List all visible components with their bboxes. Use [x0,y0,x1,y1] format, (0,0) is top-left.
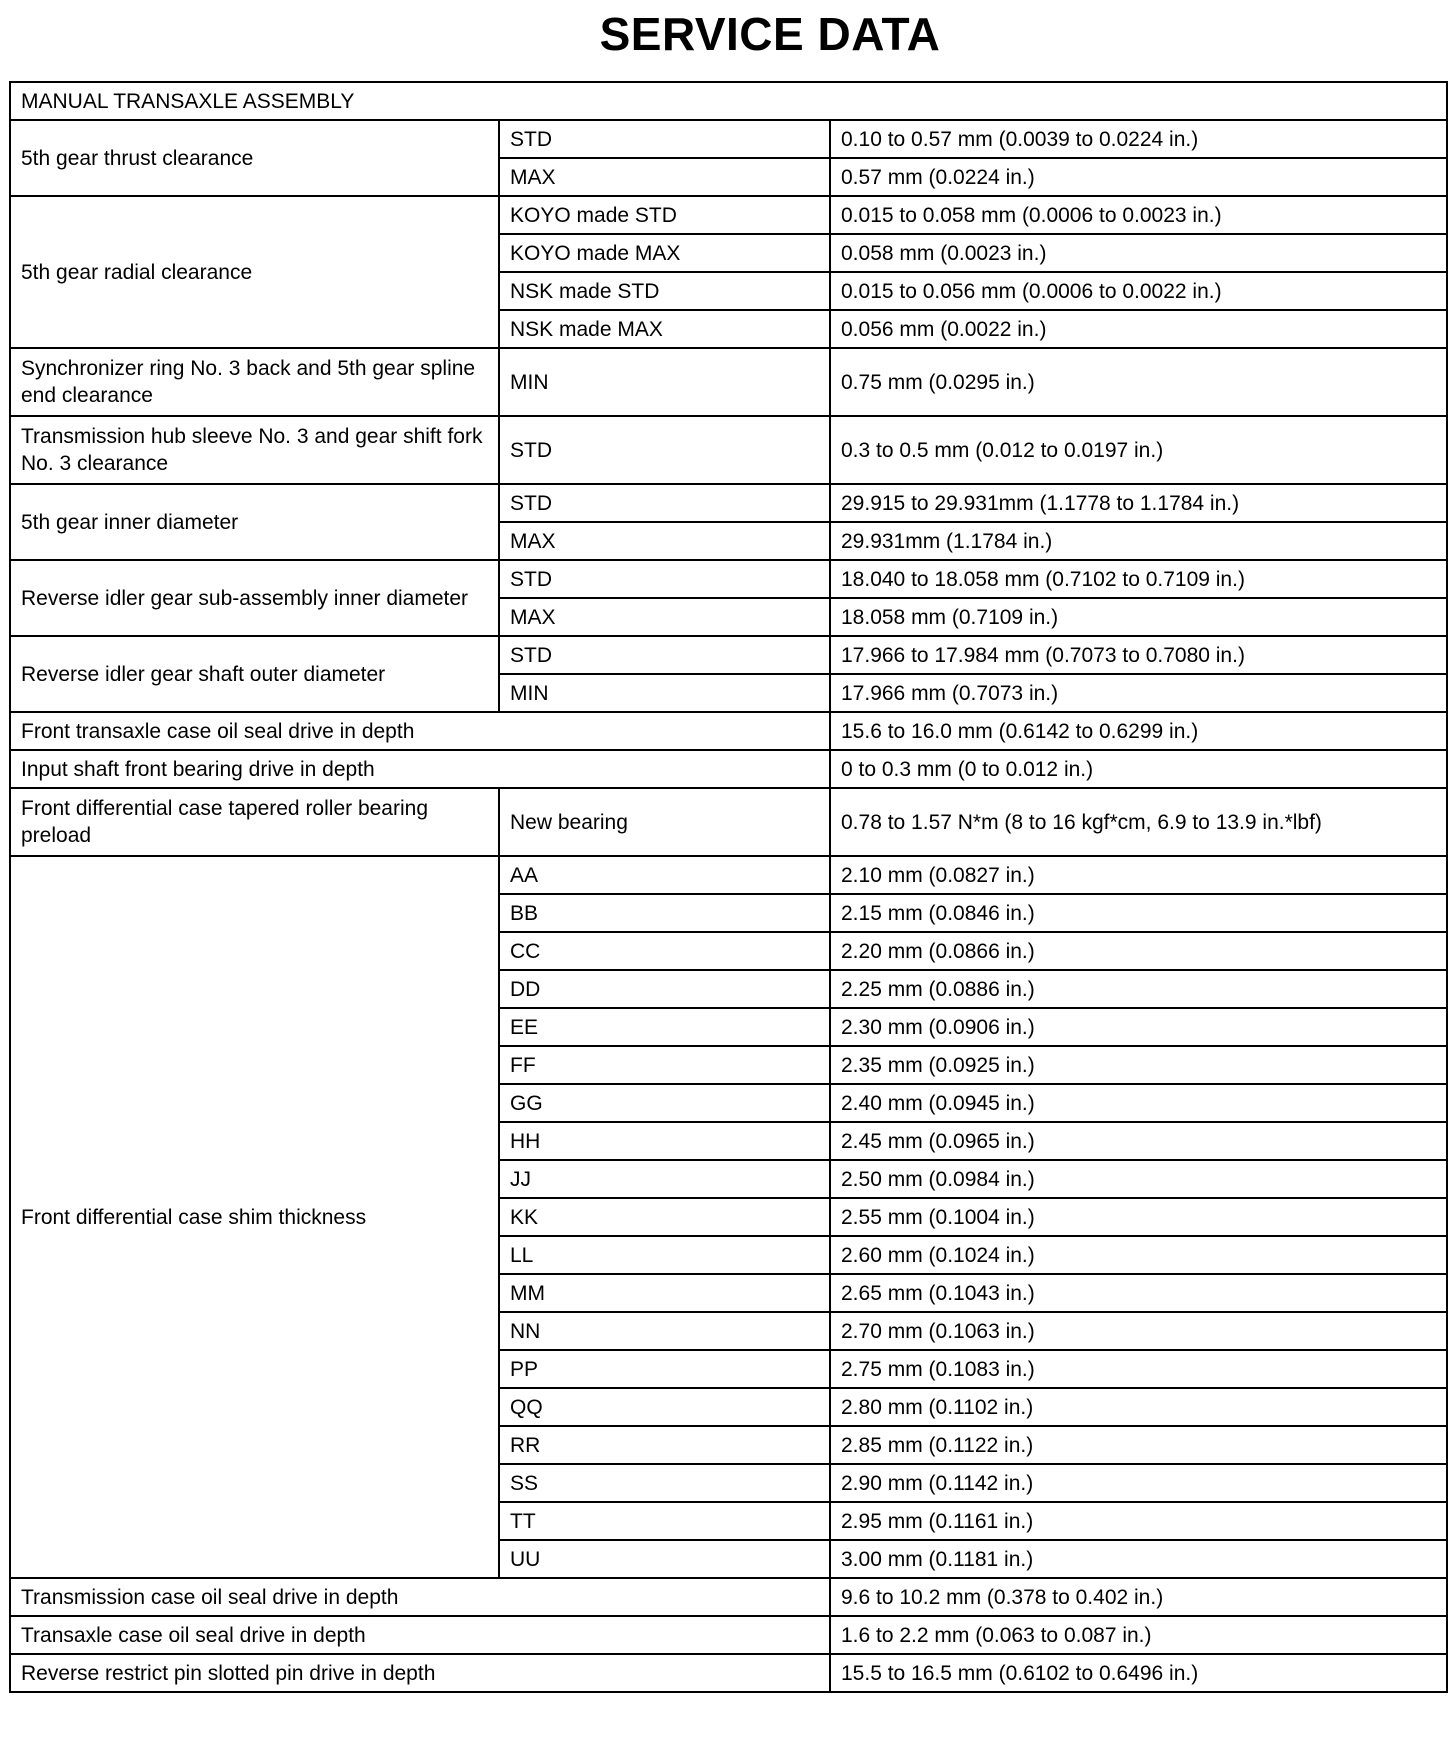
value-cell: 2.40 mm (0.0945 in.) [830,1084,1447,1122]
table-row [10,856,1447,894]
page-title: SERVICE DATA [599,8,941,60]
value-cell: 2.50 mm (0.0984 in.) [830,1160,1447,1198]
item-cell: Transaxle case oil seal drive in depth [10,1616,830,1654]
value-cell: 0.015 to 0.058 mm (0.0006 to 0.0023 in.) [830,196,1447,234]
condition-cell: KK [499,1198,830,1236]
value-cell: 0.3 to 0.5 mm (0.012 to 0.0197 in.) [830,416,1447,484]
condition-cell: NSK made MAX [499,310,830,348]
value-cell: 17.966 to 17.984 mm (0.7073 to 0.7080 in.) [830,636,1447,674]
value-cell: 2.85 mm (0.1122 in.) [830,1426,1447,1464]
condition-cell: RR [499,1426,830,1464]
value-cell: 2.45 mm (0.0965 in.) [830,1122,1447,1160]
value-cell: 9.6 to 10.2 mm (0.378 to 0.402 in.) [830,1578,1447,1616]
condition-cell: New bearing [499,788,830,856]
condition-cell: KOYO made MAX [499,234,830,272]
item-cell: Front transaxle case oil seal drive in depth [10,712,830,750]
item-cell: Reverse idler gear shaft outer diameter [10,636,499,712]
value-cell: 2.70 mm (0.1063 in.) [830,1312,1447,1350]
value-cell: 29.915 to 29.931mm (1.1778 to 1.1784 in.) [830,484,1447,522]
item-cell: Front differential case shim thickness [10,856,499,1578]
condition-cell: TT [499,1502,830,1540]
value-cell: 0.015 to 0.056 mm (0.0006 to 0.0022 in.) [830,272,1447,310]
condition-cell: DD [499,970,830,1008]
condition-cell: MAX [499,522,830,560]
condition-cell: HH [499,1122,830,1160]
value-cell: 2.90 mm (0.1142 in.) [830,1464,1447,1502]
condition-cell: MAX [499,598,830,636]
condition-cell: STD [499,416,830,484]
value-cell: 2.35 mm (0.0925 in.) [830,1046,1447,1084]
value-cell: 2.80 mm (0.1102 in.) [830,1388,1447,1426]
value-cell: 2.30 mm (0.0906 in.) [830,1008,1447,1046]
service-data-table-body [10,82,1447,1692]
value-cell: 2.60 mm (0.1024 in.) [830,1236,1447,1274]
value-cell: 2.95 mm (0.1161 in.) [830,1502,1447,1540]
value-cell: 29.931mm (1.1784 in.) [830,522,1447,560]
table-row [10,348,1447,416]
section-header: MANUAL TRANSAXLE ASSEMBLY [10,82,1447,120]
condition-cell: MIN [499,348,830,416]
table-row [10,750,1447,788]
condition-cell: MAX [499,158,830,196]
table-row [10,712,1447,750]
table-row [10,1654,1447,1692]
value-cell: 0.57 mm (0.0224 in.) [830,158,1447,196]
condition-cell: CC [499,932,830,970]
value-cell: 1.6 to 2.2 mm (0.063 to 0.087 in.) [830,1616,1447,1654]
item-cell: Front differential case tapered roller bearing preload [10,788,499,856]
condition-cell: GG [499,1084,830,1122]
value-cell: 2.55 mm (0.1004 in.) [830,1198,1447,1236]
condition-cell: FF [499,1046,830,1084]
item-cell: 5th gear radial clearance [10,196,499,348]
condition-cell: JJ [499,1160,830,1198]
condition-cell: NN [499,1312,830,1350]
condition-cell: PP [499,1350,830,1388]
item-cell: Transmission case oil seal drive in depth [10,1578,830,1616]
value-cell: 0.78 to 1.57 N*m (8 to 16 kgf*cm, 6.9 to 13.9 in.*lbf) [830,788,1447,856]
value-cell: 18.058 mm (0.7109 in.) [830,598,1447,636]
section-header-row [10,82,1447,120]
condition-cell: QQ [499,1388,830,1426]
item-cell: 5th gear inner diameter [10,484,499,560]
item-cell: Input shaft front bearing drive in depth [10,750,830,788]
value-cell: 0 to 0.3 mm (0 to 0.012 in.) [830,750,1447,788]
value-cell: 2.20 mm (0.0866 in.) [830,932,1447,970]
condition-cell: SS [499,1464,830,1502]
service-data-table [9,81,1448,1693]
value-cell: 0.056 mm (0.0022 in.) [830,310,1447,348]
table-row [10,788,1447,856]
value-cell: 3.00 mm (0.1181 in.) [830,1540,1447,1578]
table-row [10,1578,1447,1616]
value-cell: 15.5 to 16.5 mm (0.6102 to 0.6496 in.) [830,1654,1447,1692]
condition-cell: EE [499,1008,830,1046]
condition-cell: STD [499,120,830,158]
table-row [10,560,1447,598]
value-cell: 17.966 mm (0.7073 in.) [830,674,1447,712]
value-cell: 2.75 mm (0.1083 in.) [830,1350,1447,1388]
table-row [10,416,1447,484]
table-row [10,196,1447,234]
item-cell: Reverse restrict pin slotted pin drive in depth [10,1654,830,1692]
condition-cell: LL [499,1236,830,1274]
table-row [10,484,1447,522]
condition-cell: STD [499,484,830,522]
condition-cell: STD [499,560,830,598]
item-cell: Transmission hub sleeve No. 3 and gear shift fork No. 3 clearance [10,416,499,484]
value-cell: 2.65 mm (0.1043 in.) [830,1274,1447,1312]
value-cell: 2.25 mm (0.0886 in.) [830,970,1447,1008]
item-cell: 5th gear thrust clearance [10,120,499,196]
condition-cell: AA [499,856,830,894]
value-cell: 0.058 mm (0.0023 in.) [830,234,1447,272]
item-cell: Synchronizer ring No. 3 back and 5th gear spline end clearance [10,348,499,416]
table-row [10,1616,1447,1654]
condition-cell: MM [499,1274,830,1312]
value-cell: 2.15 mm (0.0846 in.) [830,894,1447,932]
condition-cell: UU [499,1540,830,1578]
condition-cell: KOYO made STD [499,196,830,234]
condition-cell: NSK made STD [499,272,830,310]
condition-cell: BB [499,894,830,932]
condition-cell: MIN [499,674,830,712]
table-row [10,120,1447,158]
value-cell: 18.040 to 18.058 mm (0.7102 to 0.7109 in.) [830,560,1447,598]
value-cell: 0.10 to 0.57 mm (0.0039 to 0.0224 in.) [830,120,1447,158]
condition-cell: STD [499,636,830,674]
item-cell: Reverse idler gear sub-assembly inner diameter [10,560,499,636]
table-row [10,636,1447,674]
value-cell: 2.10 mm (0.0827 in.) [830,856,1447,894]
value-cell: 0.75 mm (0.0295 in.) [830,348,1447,416]
value-cell: 15.6 to 16.0 mm (0.6142 to 0.6299 in.) [830,712,1447,750]
